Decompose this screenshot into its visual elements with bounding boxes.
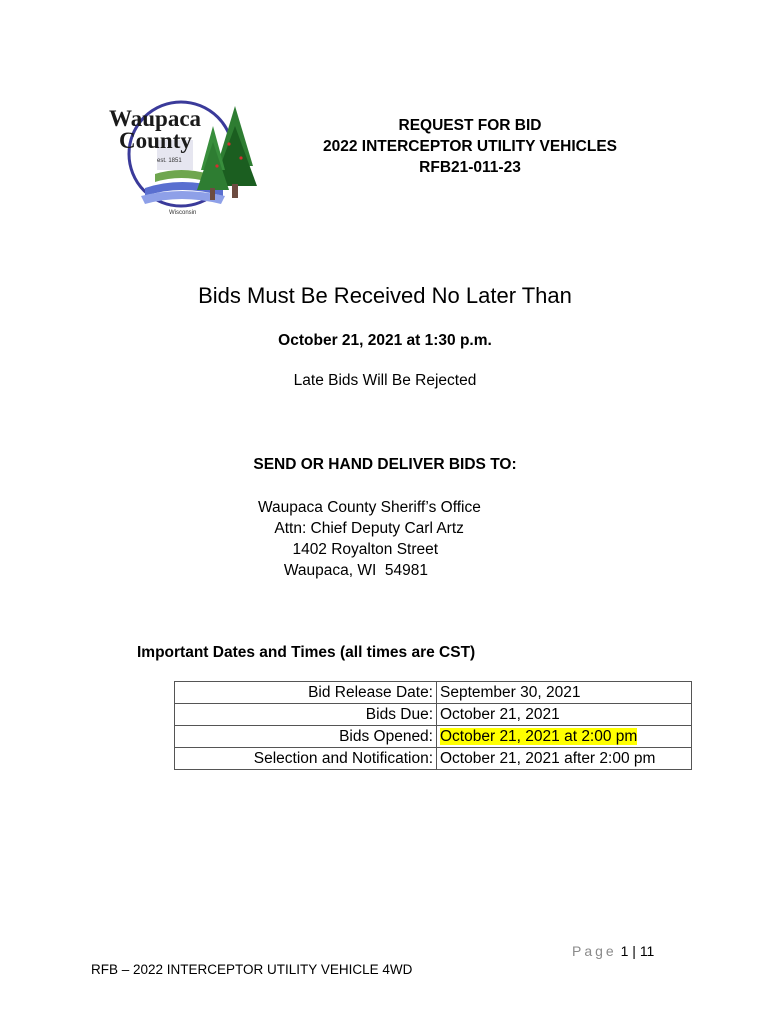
- page-total: 11: [639, 943, 655, 959]
- table-row: [175, 726, 692, 748]
- important-dates-heading: Important Dates and Times (all times are CST): [137, 644, 476, 661]
- date-value-highlighted: [437, 726, 692, 748]
- table-row: [175, 682, 692, 704]
- important-dates-table: [174, 681, 692, 770]
- logo-text-county: County: [119, 128, 192, 153]
- send-bids-heading: SEND OR HAND DELIVER BIDS TO:: [253, 456, 517, 473]
- header-line-title: 2022 INTERCEPTOR UTILITY VEHICLES: [323, 138, 617, 155]
- address-line: 1402 Royalton Street: [258, 541, 439, 558]
- logo-text-waupaca: Waupaca: [109, 106, 202, 131]
- date-value: September 30, 2021: [437, 682, 692, 704]
- header-line-rfb-number: RFB21-011-23: [419, 159, 521, 176]
- document-header: [290, 115, 650, 178]
- date-value: October 21, 2021: [437, 704, 692, 726]
- page-word: Page: [572, 943, 617, 959]
- date-label: Selection and Notification:: [175, 748, 437, 770]
- document-footer: RFB – 2022 INTERCEPTOR UTILITY VEHICLE 4WD: [91, 962, 413, 977]
- date-label: Bid Release Date:: [175, 682, 437, 704]
- logo-text-est: est. 1851: [157, 158, 182, 164]
- address-line: Attn: Chief Deputy Carl Artz: [258, 520, 464, 537]
- deadline-date: October 21, 2021 at 1:30 p.m.: [278, 332, 492, 349]
- address-line: Waupaca, WI 54981: [258, 562, 429, 579]
- table-row: [175, 704, 692, 726]
- late-bids-note: Late Bids Will Be Rejected: [293, 372, 477, 389]
- delivery-address: [258, 497, 481, 581]
- deadline-title: Bids Must Be Received No Later Than: [198, 283, 572, 308]
- logo-text-state: Wisconsin: [169, 210, 197, 216]
- address-line: Waupaca County Sheriff’s Office: [258, 499, 481, 516]
- highlighted-text: October 21, 2021 at 2:00 pm: [440, 728, 638, 745]
- page-number: [572, 943, 654, 959]
- date-label: Bids Due:: [175, 704, 437, 726]
- header-line-request: REQUEST FOR BID: [398, 117, 542, 134]
- date-label: Bids Opened:: [175, 726, 437, 748]
- table-row: [175, 748, 692, 770]
- page-separator: |: [628, 943, 640, 959]
- page-current: 1: [620, 943, 629, 959]
- waupaca-county-logo: [105, 96, 265, 218]
- date-value: October 21, 2021 after 2:00 pm: [437, 748, 692, 770]
